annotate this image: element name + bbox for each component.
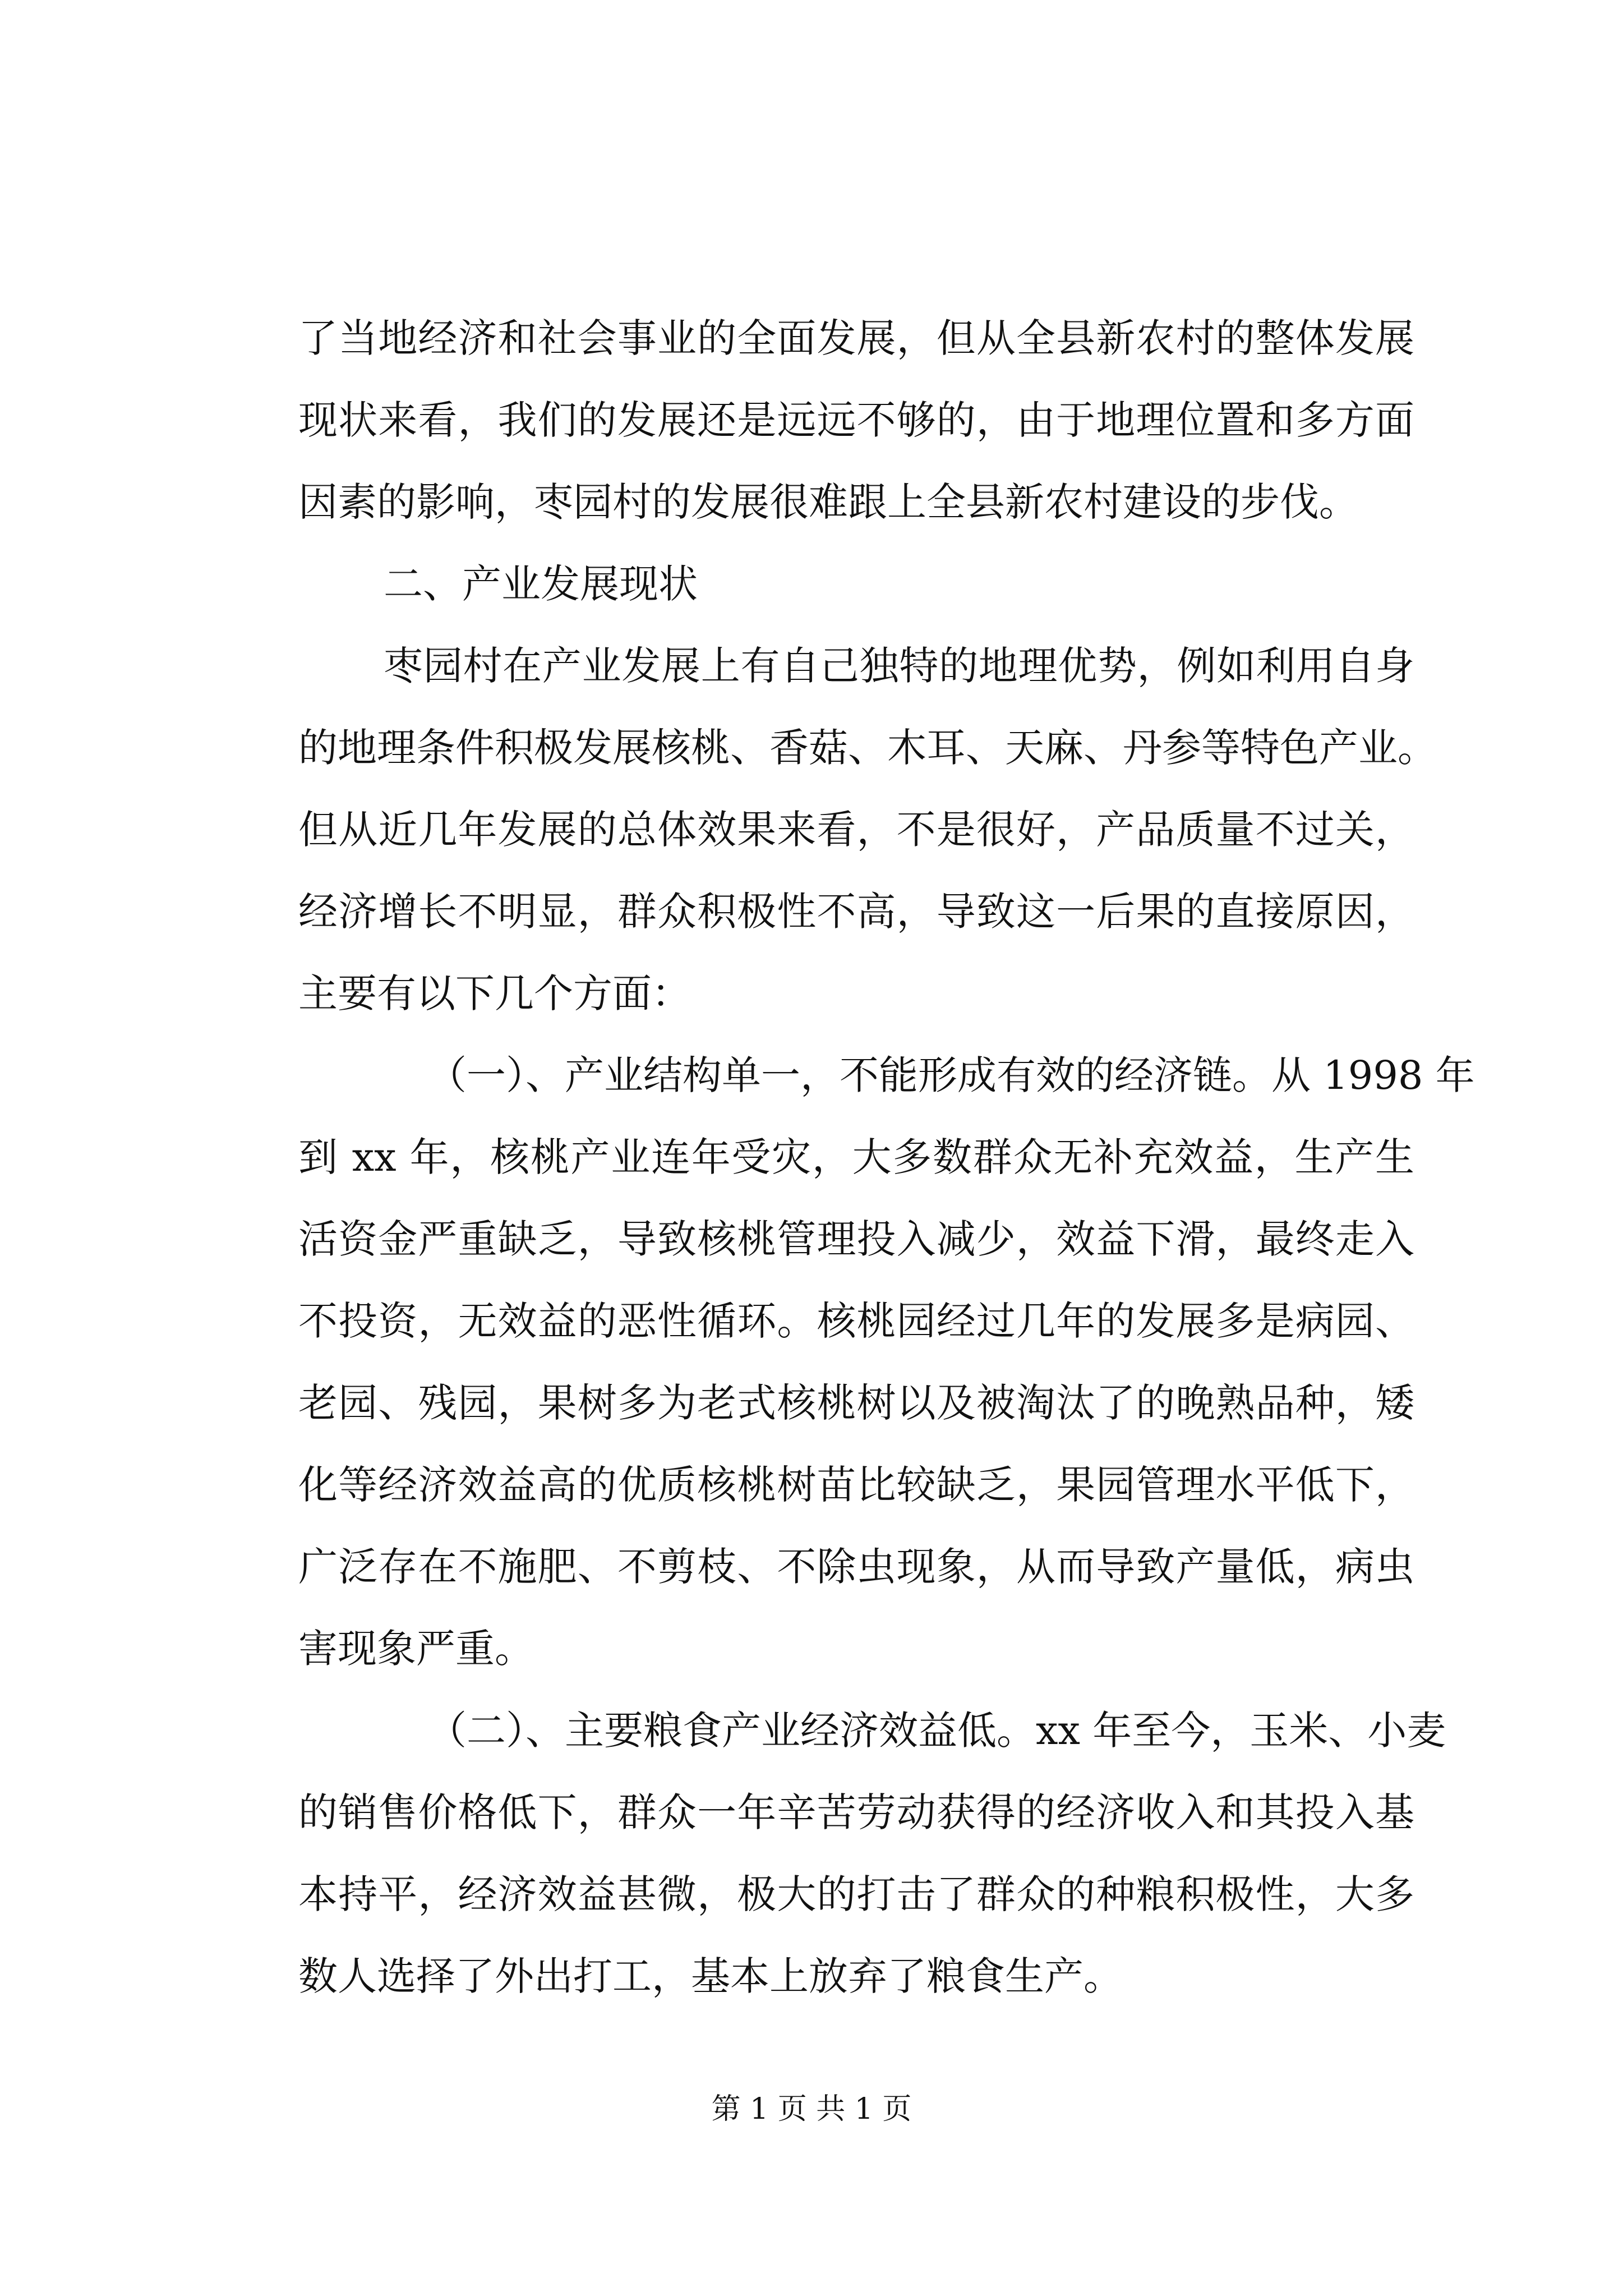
text-line: 到 xx 年，核桃产业连年受灾，大多数群众无补充效益，生产生: [298, 1134, 1414, 1180]
text-line: 的销售价格低下，群众一年辛苦劳动获得的经济收入和其投入基: [298, 1789, 1414, 1835]
text-line: （二）、主要粮食产业经济效益低。xx 年至今，玉米、小麦: [427, 1708, 1446, 1754]
text-line: 但从近几年发展的总体效果来看，不是很好，产品质量不过关，: [298, 807, 1414, 853]
text-line: 枣园村在产业发展上有自己独特的地理优势，例如利用自身: [384, 643, 1414, 689]
text-line: 害现象严重。: [298, 1626, 534, 1672]
text-line: 数人选择了外出打工，基本上放弃了粮食生产。: [298, 1953, 1123, 1999]
text-line: 广泛存在不施肥、不剪枝、不除虫现象，从而导致产量低，病虫: [298, 1544, 1414, 1590]
text-line: 本持平，经济效益甚微，极大的打击了群众的种粮积极性，大多: [298, 1871, 1414, 1917]
text-line: 活资金严重缺乏，导致核桃管理投入减少，效益下滑，最终走入: [298, 1216, 1414, 1262]
text-line: （一）、产业结构单一，不能形成有效的经济链。从 1998 年: [427, 1052, 1475, 1098]
text-line: 化等经济效益高的优质核桃树苗比较缺乏，果园管理水平低下，: [298, 1462, 1414, 1508]
text-line: 现状来看，我们的发展还是远远不够的，由于地理位置和多方面: [298, 397, 1414, 443]
text-line: 了当地经济和社会事业的全面发展，但从全县新农村的整体发展: [298, 315, 1414, 361]
page-footer: 第 1 页 共 1 页: [711, 2092, 912, 2126]
text-line: 不投资，无效益的恶性循环。核桃园经过几年的发展多是病园、: [298, 1298, 1414, 1344]
text-line: 老园、残园，果树多为老式核桃树以及被淘汰了的晚熟品种，矮: [298, 1380, 1414, 1426]
text-line: 的地理条件积极发展核桃、香菇、木耳、天麻、丹参等特色产业。: [298, 725, 1437, 771]
text-line: 经济增长不明显，群众积极性不高，导致这一后果的直接原因，: [298, 889, 1414, 935]
text-line: 主要有以下几个方面：: [298, 970, 691, 1016]
text-line: 因素的影响，枣园村的发展很难跟上全县新农村建设的步伐。: [298, 479, 1358, 525]
section-heading: 二、产业发展现状: [384, 561, 698, 607]
document-body: [298, 297, 1475, 2017]
